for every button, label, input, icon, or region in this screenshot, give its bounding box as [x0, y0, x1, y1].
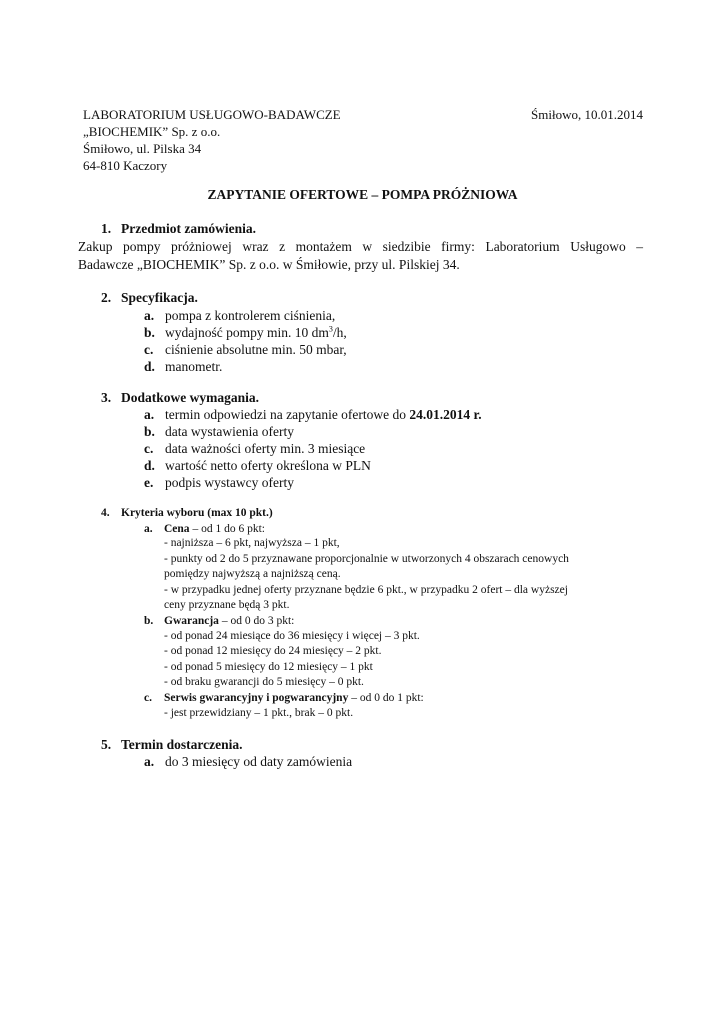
- section-title: Przedmiot zamówienia.: [121, 221, 256, 236]
- section-2-heading: [101, 290, 198, 306]
- section-title: Dodatkowe wymagania.: [121, 390, 260, 405]
- criterion-line: - od braku gwarancji do 5 miesięcy – 0 pkt.: [164, 676, 364, 688]
- section-number: 4.: [101, 507, 110, 519]
- section-1-text: [78, 238, 643, 274]
- criterion-line: - od ponad 24 miesiące do 36 miesięcy i więcej – 3 pkt.: [164, 630, 420, 642]
- section-4-heading: [101, 507, 273, 519]
- section-title: Kryteria wyboru (max 10 pkt.): [121, 507, 273, 519]
- list-item: b. data wystawienia oferty: [144, 424, 294, 439]
- org-name: LABORATORIUM USŁUGOWO-BADAWCZE: [83, 107, 341, 122]
- criterion-line: - od ponad 5 miesięcy do 12 miesięcy – 1 pkt: [164, 661, 373, 673]
- org-company: „BIOCHEMIK” Sp. z o.o.: [83, 124, 221, 139]
- section-title: Termin dostarczenia.: [121, 737, 243, 752]
- list-item: b. wydajność pompy min. 10 $dm^3/h$,: [144, 324, 347, 340]
- text-line: Badawcze „BIOCHEMIK” Sp. z o.o. w Śmiłowie, przy ul. Pilskiej 34.: [78, 257, 460, 272]
- section-1-heading: [101, 221, 256, 237]
- org-postal: 64-810 Kaczory: [83, 158, 168, 173]
- document-date: Śmiłowo, 10.01.2014: [531, 107, 643, 122]
- criterion-line: - najniższa – 6 pkt, najwyższa – 1 pkt,: [164, 537, 340, 549]
- sender-address: [83, 106, 341, 174]
- section-number: 3.: [101, 390, 112, 405]
- list-item: e. podpis wystawcy oferty: [144, 475, 294, 490]
- section-5-heading: [101, 737, 243, 753]
- document-title: ZAPYTANIE OFERTOWE – POMPA PRÓŻNIOWA: [207, 187, 518, 202]
- criterion-service: c. Serwis gwarancyjny i pogwarancyjny – od 0 do 1 pkt:: [144, 692, 424, 704]
- section-3-heading: [101, 390, 259, 406]
- section-title: Specyfikacja.: [121, 290, 198, 305]
- list-item: a. termin odpowiedzi na zapytanie ofertowe do 24.01.2014 r.: [144, 407, 482, 422]
- list-item: c. data ważności oferty min. 3 miesiące: [144, 441, 366, 456]
- list-item: d. manometr.: [144, 359, 223, 374]
- list-item: d. wartość netto oferty określona w PLN: [144, 458, 371, 473]
- section-number: 5.: [101, 737, 112, 752]
- list-item: a. pompa z kontrolerem ciśnienia,: [144, 308, 336, 323]
- criterion-price: a. Cena – od 1 do 6 pkt:: [144, 523, 265, 535]
- section-number: 1.: [101, 221, 112, 236]
- criterion-line: - punkty od 2 do 5 przyznawane proporcjonalnie w utworzonych 4 obszarach cenowych: [164, 553, 569, 565]
- text-line: Zakup pompy próżniowej wraz z montażem w siedzibie firmy: Laboratorium Usługowo –: [78, 239, 643, 254]
- section-number: 2.: [101, 290, 112, 305]
- criterion-line: pomiędzy najwyższą a najniższą ceną.: [164, 568, 341, 580]
- criterion-warranty: b. Gwarancja – od 0 do 3 pkt:: [144, 615, 295, 627]
- criterion-line: - jest przewidziany – 1 pkt., brak – 0 pkt.: [164, 707, 354, 719]
- org-street: Śmiłowo, ul. Pilska 34: [83, 141, 202, 156]
- criterion-line: - w przypadku jednej oferty przyznane będzie 6 pkt., w przypadku 2 ofert – dla wyższej: [164, 584, 568, 596]
- list-item: a. do 3 miesięcy od daty zamówienia: [144, 754, 353, 769]
- list-item: c. ciśnienie absolutne min. 50 mbar,: [144, 342, 347, 357]
- criterion-line: ceny przyznane będą 3 pkt.: [164, 599, 290, 611]
- criterion-line: - od ponad 12 miesięcy do 24 miesięcy – 2 pkt.: [164, 645, 382, 657]
